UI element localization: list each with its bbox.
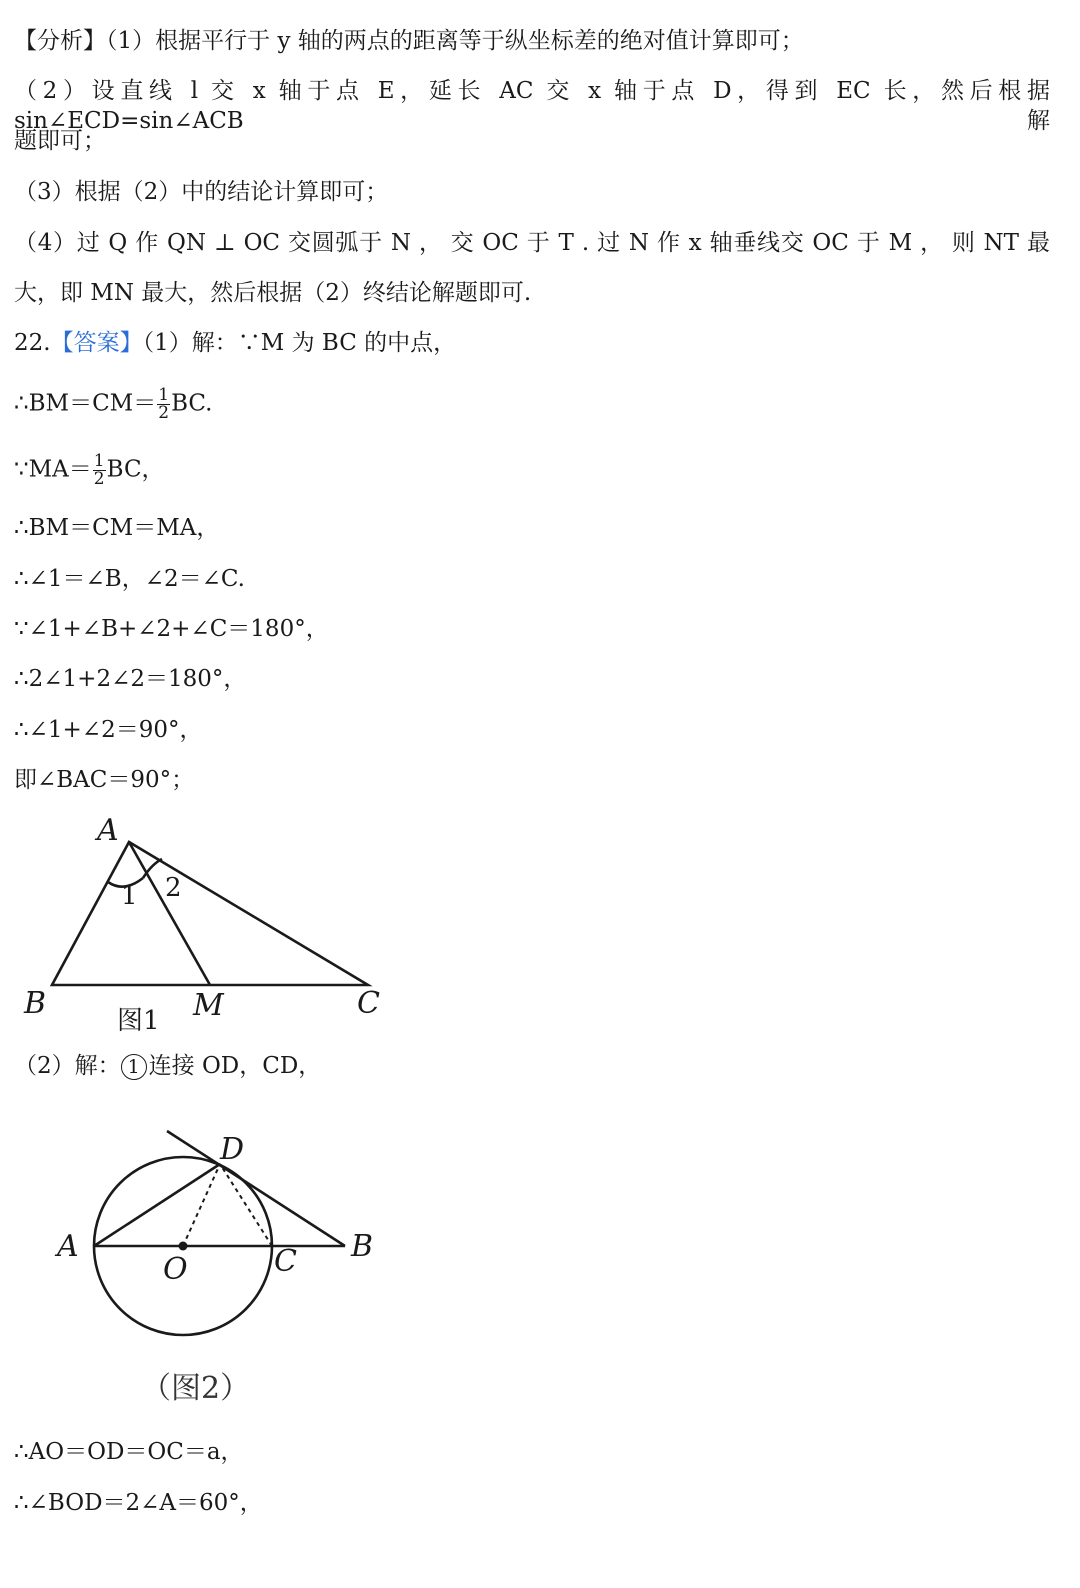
label-C: C <box>357 986 380 1021</box>
step-ao-od-oc: ∴AO＝OD＝OC＝a， <box>14 1439 244 1465</box>
label-O: O <box>163 1252 188 1287</box>
figure-1-triangle <box>0 812 400 1042</box>
analysis-point-1: （1）根据平行于 y 轴的两点的距离等于纵坐标差的绝对值计算即可； <box>106 28 804 54</box>
center-point-o <box>179 1242 188 1251</box>
angle-arc-2 <box>143 859 162 878</box>
question-number: 22. <box>14 330 51 356</box>
label-B: B <box>351 1229 374 1264</box>
label-M: M <box>193 988 224 1023</box>
step-double-angles: ∴2∠1+2∠2＝180°， <box>14 666 247 692</box>
fraction-one-half: $\frac{1}{2}$ <box>158 385 170 423</box>
step-bac-90: 即∠BAC＝90°； <box>14 767 195 793</box>
step-ma-half-bc: ∵MA＝ $\frac{1}{2}$ BC， <box>14 451 165 489</box>
answer-tag: 【答案】 <box>50 330 143 356</box>
triangle-abc <box>52 842 368 985</box>
figure-1-caption: 图1 <box>117 1006 160 1036</box>
step-bm-cm-ma: ∴BM＝CM＝MA， <box>14 515 220 541</box>
step-bod-60: ∴∠BOD＝2∠A＝60°， <box>14 1490 263 1516</box>
median-am <box>129 842 210 985</box>
label-A: A <box>57 1229 79 1264</box>
answer-heading <box>14 328 456 358</box>
label-angle-2: 2 <box>165 873 182 903</box>
step-bm-cm-half-bc: ∴BM＝CM＝ $\frac{1}{2}$ BC. <box>14 385 213 423</box>
label-B: B <box>24 986 47 1021</box>
fraction-one-half: $\frac{1}{2}$ <box>93 451 105 489</box>
segment-cd <box>220 1164 272 1246</box>
analysis-point-3: （3）根据（2）中的结论计算即可； <box>14 179 389 205</box>
label-D: D <box>220 1132 245 1167</box>
label-C: C <box>274 1244 297 1279</box>
chord-ad <box>94 1164 220 1246</box>
analysis-line-1 <box>14 26 804 56</box>
analysis-point-2a: （2）设直线 l 交 x 轴于点 E，延长 AC 交 x 轴于点 D，得到 EC 长，然后根据 sin∠ECD=sin∠ACB 解 <box>14 78 1050 134</box>
analysis-tag: 【分析】 <box>14 28 106 54</box>
analysis-point-4b: 大，即 MN 最大，然后根据（2）终结论解题即可. <box>14 280 532 306</box>
circled-number-1: 1 <box>121 1054 147 1080</box>
label-A: A <box>97 813 119 848</box>
part-2-heading: （2）解： 1 连接 OD，CD， <box>14 1053 322 1079</box>
figure-2-circle <box>0 1115 400 1420</box>
tangent-db <box>167 1131 345 1246</box>
step-sum-90: ∴∠1+∠2＝90°， <box>14 717 203 743</box>
step-angle-sum: ∵∠1+∠B+∠2+∠C＝180°， <box>14 616 329 642</box>
figure-2-caption: （图2） <box>141 1371 251 1406</box>
answer-intro: （1）解：∵M 为 BC 的中点， <box>142 330 457 356</box>
analysis-point-4a: （4）过 Q 作 QN ⊥ OC 交圆弧于 N ， 交 OC 于 T . 过 N 作 x 轴垂线交 OC 于 M ， 则 NT 最 <box>14 230 1050 256</box>
label-angle-1: 1 <box>121 881 138 911</box>
step-angle-equalities: ∴∠1＝∠B，∠2＝∠C. <box>14 566 245 592</box>
analysis-point-2b: 题即可； <box>14 128 106 154</box>
